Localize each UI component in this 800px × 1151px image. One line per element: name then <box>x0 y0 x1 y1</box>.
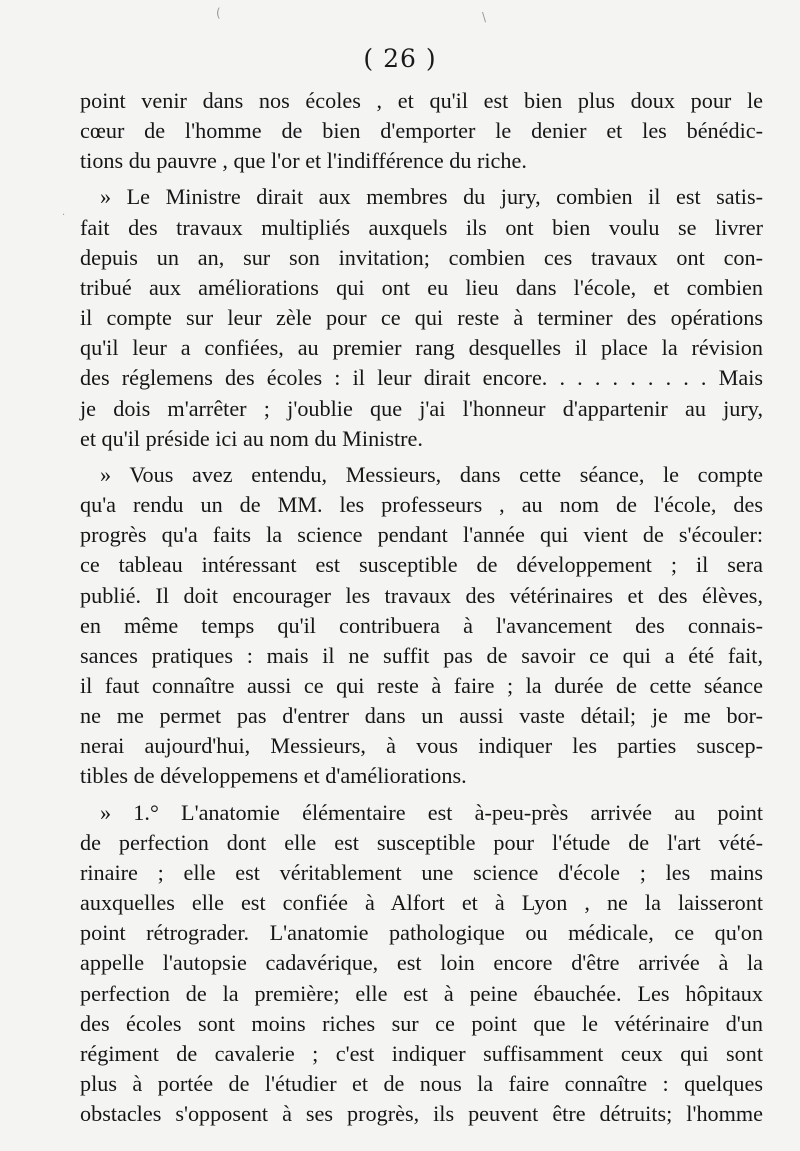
margin-speck: · <box>62 210 66 221</box>
text-line: des réglemens des écoles : il leur dirait encore. . . . . . . . . . Mais <box>80 365 763 391</box>
text-line: ne me permet pas d'entrer dans un aussi vaste détail; je me bor- <box>80 703 763 729</box>
text-line: je dois m'arrêter ; j'oublie que j'ai l'honneur d'appartenir au jury, <box>80 395 763 421</box>
text-line: il compte sur leur zèle pour ce qui reste à terminer des opérations <box>80 305 763 331</box>
text-line: point rétrograder. L'anatomie pathologique ou médicale, ce qu'on <box>80 920 763 946</box>
text-line: tribué aux améliorations qui ont eu lieu dans l'école, et combien <box>80 274 763 300</box>
text-line: en même temps qu'il contribuera à l'avancement des connais- <box>80 612 763 638</box>
paragraph <box>80 798 763 1130</box>
text-line: rinaire ; elle est véritablement une science d'école ; les mains <box>80 859 763 885</box>
paragraph <box>80 182 763 453</box>
text-line: tibles de développemens et d'améliorations. <box>80 763 467 789</box>
text-line: nerai aujourd'hui, Messieurs, à vous indiquer les parties suscep- <box>80 733 763 759</box>
text-line: » Le Ministre dirait aux membres du jury, combien il est satis- <box>100 184 763 210</box>
text-line: point venir dans nos écoles , et qu'il est bien plus doux pour le <box>80 88 763 113</box>
paragraph <box>80 86 763 176</box>
paragraph <box>80 460 763 792</box>
text-line: tions du pauvre , que l'or et l'indifférence du riche. <box>80 148 527 174</box>
text-line: auxquelles elle est confiée à Alfort et à Lyon , ne la laisseront <box>80 890 763 916</box>
text-line: il faut connaître aussi ce qui reste à faire ; la durée de cette séance <box>80 672 763 698</box>
text-line: plus à portée de l'étudier et de nous la faire connaître : quelques <box>80 1071 763 1096</box>
page-number: ( 26 ) <box>363 44 437 73</box>
text-line: appelle l'autopsie cadavérique, est loin encore d'être arrivée à la <box>80 950 763 976</box>
text-line: de perfection dont elle est susceptible pour l'étude de l'art vété- <box>80 829 763 855</box>
text-line: » 1.° L'anatomie élémentaire est à-peu-près arrivée au point <box>100 799 763 825</box>
margin-speck: ( <box>216 6 221 20</box>
text-line: perfection de la première; elle est à peine ébauchée. Les hôpitaux <box>80 980 763 1006</box>
margin-speck: \ <box>482 10 487 24</box>
text-line: et qu'il préside ici au nom du Ministre. <box>80 425 423 451</box>
body-text <box>80 86 763 1129</box>
text-line: publié. Il doit encourager les travaux des vétérinaires et des élèves, <box>80 582 763 608</box>
text-line: fait des travaux multipliés auxquels ils ont bien voulu se livrer <box>80 214 763 240</box>
text-line: depuis un an, sur son invitation; combien ces travaux ont con- <box>80 244 763 270</box>
text-line: » Vous avez entendu, Messieurs, dans cette séance, le compte <box>100 461 763 487</box>
text-line: qu'il leur a confiées, au premier rang desquelles il place la révision <box>80 335 763 361</box>
text-line: progrès qu'a faits la science pendant l'année qui vient de s'écouler: <box>80 522 763 548</box>
text-line: sances pratiques : mais il ne suffit pas de savoir ce qui a été fait, <box>80 642 763 668</box>
text-line: ce tableau intéressant est susceptible de développement ; il sera <box>80 552 763 578</box>
text-line: régiment de cavalerie ; c'est indiquer suffisamment ceux qui sont <box>80 1040 763 1066</box>
text-line: qu'a rendu un de MM. les professeurs , au nom de l'école, des <box>80 492 763 518</box>
text-line: obstacles s'opposent à ses progrès, ils peuvent être détruits; l'homme <box>80 1101 763 1127</box>
text-line: des écoles sont moins riches sur ce point que le vétérinaire d'un <box>80 1010 763 1036</box>
text-line: cœur de l'homme de bien d'emporter le denier et les bénédic- <box>80 118 763 144</box>
